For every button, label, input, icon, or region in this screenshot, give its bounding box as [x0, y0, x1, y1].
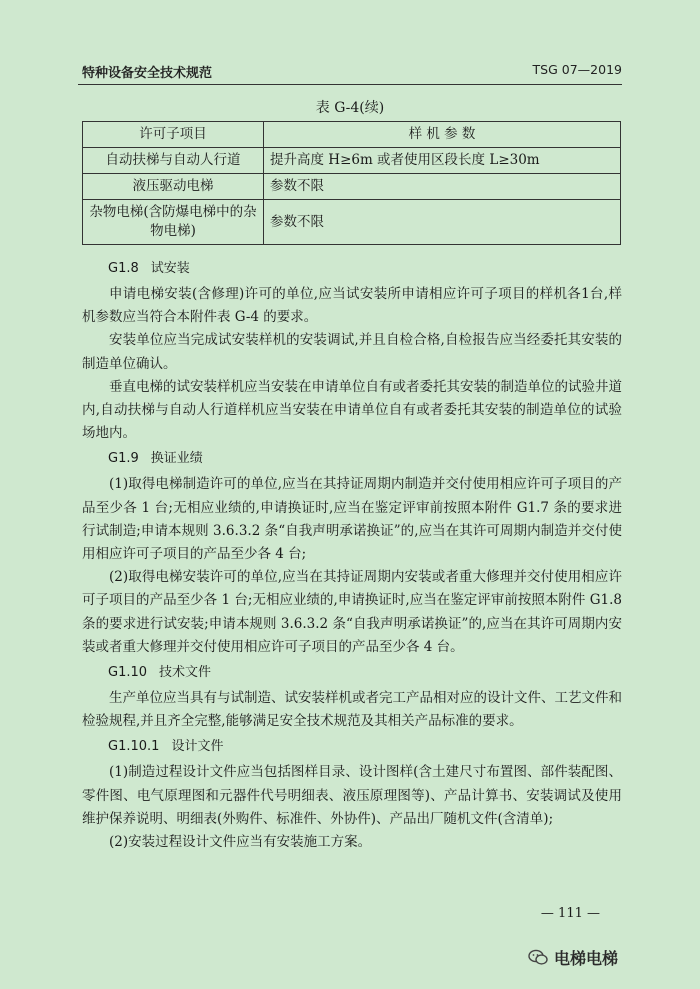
paragraph: (1)取得电梯制造许可的单位,应当在其持证周期内制造并交付使用相应许可子项目的产品至少各 1 台;无相应业绩的,申请换证时,应当在鉴定评审前按照本附件 G1.7 条的要求进行试制造;申请本规则 3.6.3.2 条“自我声明承诺换证”的,应当在其许可周期内制造并交付使用相应许可子项目的产品至少各 4 台; [82, 476, 622, 563]
section-title: 试安装 [150, 261, 190, 276]
paragraph: 申请电梯安装(含修理)许可的单位,应当试安装所申请相应许可子项目的样机各1台,样机参数应当符合本附件表 G-4 的要求。 [82, 286, 622, 326]
table-row [83, 200, 621, 245]
section-title: 换证业绩 [150, 451, 203, 467]
table-cell: 液压驱动电梯 [83, 174, 264, 200]
table-header-cell: 许可子项目 [83, 122, 264, 148]
section-number: G1.10 [108, 665, 148, 681]
table-cell: 提升高度 H≥6m 或者使用区段长度 L≥30m [264, 148, 621, 174]
page-number: — 111 — [540, 906, 600, 921]
table-header-row [83, 122, 621, 148]
table-row [83, 174, 621, 200]
table-row [83, 148, 621, 174]
page-header [82, 60, 622, 82]
paragraph: 生产单位应当具有与试制造、试安装样机或者完工产品相对应的设计文件、工艺文件和检验规程,并且齐全完整,能够满足安全技术规范及其相关产品标准的要求。 [82, 690, 622, 730]
section-heading [82, 445, 622, 473]
paragraph: 垂直电梯的试安装样机应当安装在申请单位自有或者委托其安装的制造单位的试验井道内,自动扶梯与自动人行道样机应当安装在申请单位自有或者委托其安装的制造单位的试验场地内。 [82, 378, 622, 442]
header-code: TSG 07—2019 [532, 62, 622, 77]
section-heading [82, 255, 622, 283]
section-number: G1.10.1 [108, 739, 160, 755]
section-number: G1.8 [108, 261, 139, 276]
section-title: 设计文件 [171, 739, 224, 755]
chat-bubble-icon [528, 949, 548, 966]
paragraph: (2)安装过程设计文件应当有安装施工方案。 [109, 834, 372, 851]
paragraph: (2)取得电梯安装许可的单位,应当在其持证周期内安装或者重大修理并交付使用相应许可子项目的产品至少各 1 台;无相应业绩的,申请换证时,应当在鉴定评审前按照本附件 G1.8 条的要求进行试安装;申请本规则 3.6.3.2 条“自我声明承诺换证”的,应当在其许可周期内安装或者重大修理并交付使用相应许可子项目的产品至少各 4 台。 [82, 569, 622, 655]
brand-name: 电梯电梯 [553, 949, 618, 968]
header-divider [78, 84, 622, 85]
table-cell: 参数不限 [264, 200, 621, 245]
header-title: 特种设备安全技术规范 [82, 66, 213, 81]
table-header-cell: 样 机 参 数 [264, 122, 621, 148]
table-cell: 自动扶梯与自动人行道 [83, 148, 264, 174]
section-heading [82, 733, 622, 761]
section-number: G1.9 [108, 451, 139, 467]
sample-parameter-table [82, 121, 621, 245]
brand-watermark [528, 946, 618, 969]
section-heading [82, 659, 622, 687]
table-caption: 表 G-4(续) [315, 100, 385, 116]
table-cell: 参数不限 [264, 174, 621, 200]
paragraph: (1)制造过程设计文件应当包括图样目录、设计图样(含土建尺寸布置图、部件装配图、零件图、电气原理图和元器件代号明细表、液压原理图等)、产品计算书、安装调试及使用维护保养说明、明细表(外购件、标准件、外协件)、产品出厂随机文件(含清单); [82, 764, 623, 827]
paragraph: 安装单位应当完成试安装样机的安装调试,并且自检合格,自检报告应当经委托其安装的制造单位确认。 [82, 332, 622, 372]
section-title: 技术文件 [159, 665, 212, 681]
body-content [82, 255, 622, 854]
table-cell: 杂物电梯(含防爆电梯中的杂物电梯) [83, 200, 264, 245]
